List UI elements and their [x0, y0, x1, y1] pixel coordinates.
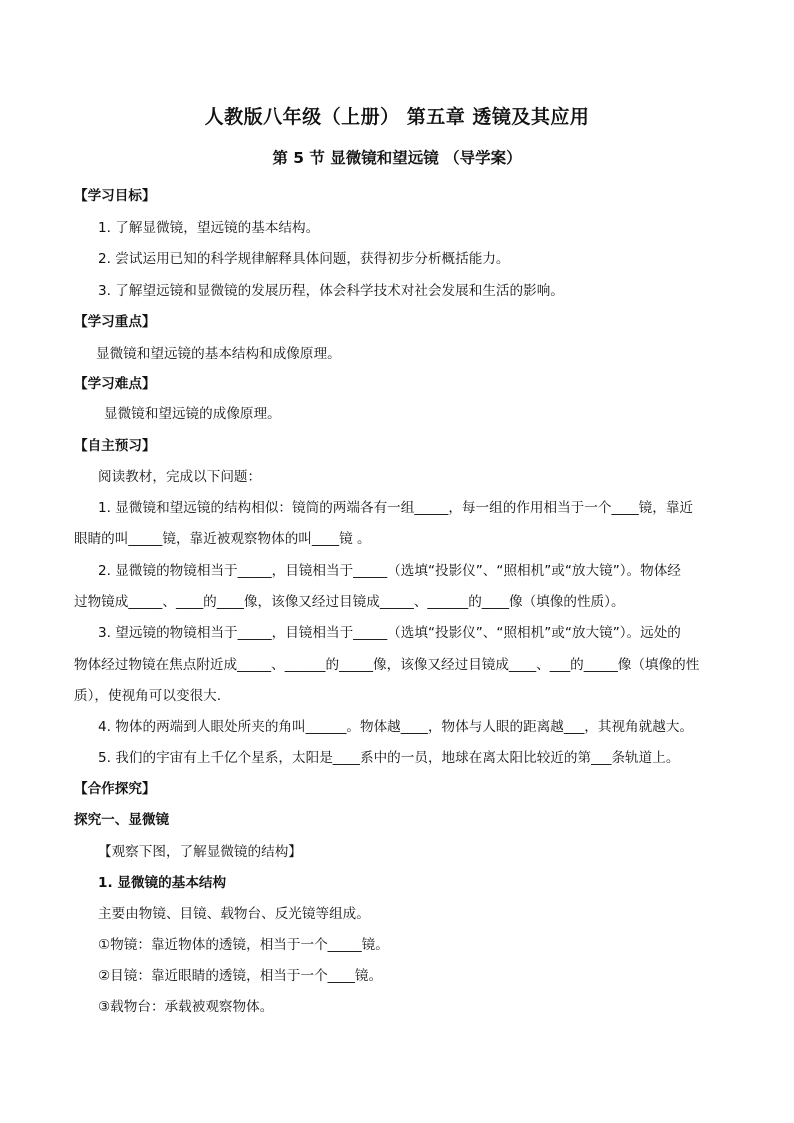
preview-line: 1. 显微镜和望远镜的结构相似：镜筒的两端各有一组_____，每一组的作用相当于一个____镜，靠近 [98, 500, 694, 516]
difficulties-heading: 【学习难点】 [74, 376, 156, 392]
preview-line: 质），使视角可以变很大. [74, 688, 222, 704]
difficulties-text: 显微镜和望远镜的成像原理。 [104, 406, 281, 422]
inquiry-heading: 【合作探究】 [74, 781, 156, 797]
structure-item: ①物镜：靠近物体的透镜，相当于一个_____镜。 [98, 937, 389, 953]
observe-instruction: 【观察下图，了解显微镜的结构】 [98, 844, 302, 860]
structure-item: ②目镜：靠近眼睛的透镜，相当于一个____镜。 [98, 968, 383, 984]
preview-line: 过物镜成_____、____的____像，该像又经过目镜成_____、______的____像（填像的性质）。 [74, 594, 625, 610]
structure-intro: 主要由物镜、目镜、载物台、反光镜等组成。 [98, 906, 370, 922]
preview-intro: 阅读教材，完成以下问题： [98, 469, 262, 485]
structure-title: 1. 显微镜的基本结构 [98, 875, 227, 891]
preview-line: 5. 我们的宇宙有上千亿个星系，太阳是____系中的一员，地球在离太阳比较近的第___条轨道上。 [98, 750, 680, 766]
preview-line: 物体经过物镜在焦点附近成_____、______的_____像，该像又经过目镜成____、___的_____像（填像的性 [74, 657, 700, 673]
key-points-text: 显微镜和望远镜的基本结构和成像原理。 [96, 346, 341, 362]
preview-line: 2. 显微镜的物镜相当于_____，目镜相当于_____（选填“投影仪”、“照相机”或“放大镜”）。物体经 [98, 563, 681, 579]
document-title: 人教版八年级（上册） 第五章 透镜及其应用 [204, 106, 590, 128]
key-points-heading: 【学习重点】 [74, 314, 156, 330]
objective-item: 2. 尝试运用已知的科学规律解释具体问题，获得初步分析概括能力。 [98, 251, 510, 267]
objective-item: 3. 了解望远镜和显微镜的发展历程，体会科学技术对社会发展和生活的影响。 [98, 283, 564, 299]
structure-item: ③载物台：承载被观察物体。 [98, 999, 274, 1015]
objective-item: 1. 了解显微镜，望远镜的基本结构。 [98, 220, 320, 236]
inquiry-part1-title: 探究一、显微镜 [74, 812, 170, 828]
objectives-heading: 【学习目标】 [74, 188, 156, 204]
preview-line: 4. 物体的两端到人眼处所夹的角叫______。物体越____，物体与人眼的距离越___，其视角就越大。 [98, 719, 694, 735]
preview-line: 眼睛的叫_____镜，靠近被观察物体的叫____镜 。 [74, 531, 371, 547]
preview-line: 3. 望远镜的物镜相当于_____，目镜相当于_____（选填“投影仪”、“照相机”或“放大镜”）。远处的 [98, 625, 681, 641]
preview-heading: 【自主预习】 [74, 438, 156, 454]
document-subtitle: 第 5 节 显微镜和望远镜 （导学案） [272, 149, 522, 167]
